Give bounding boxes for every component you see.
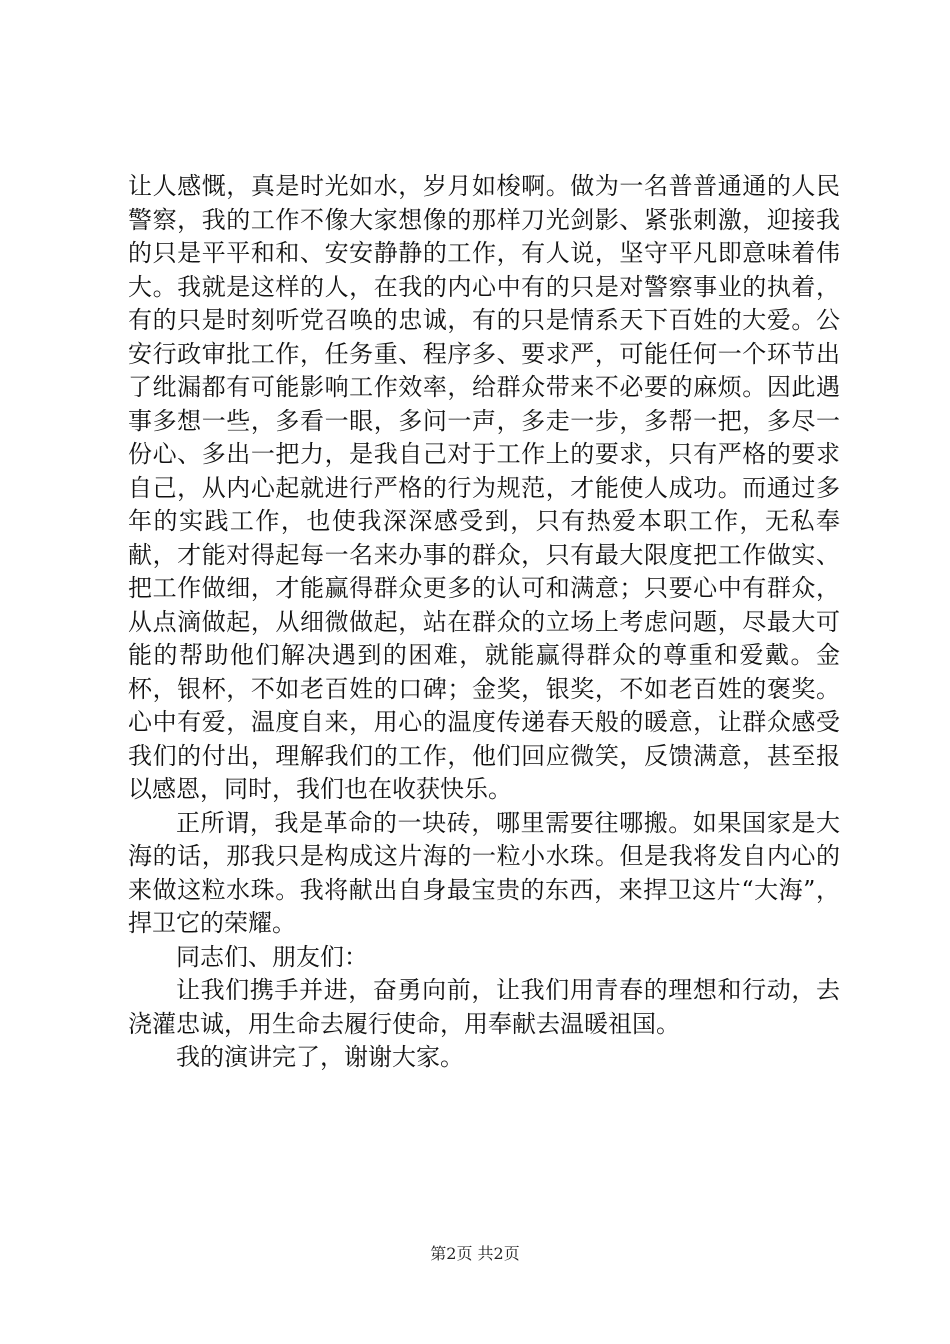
salutation: 同志们、朋友们：	[176, 942, 368, 971]
paragraph-continued: 让人感慨，真是时光如水，岁月如梭啊。做为一名普普通通的人民警察，我的工作不像大家想像的那样刀光剑影、紧张刺激，迎接我的只是平平和和、安安静静的工作，有人说，坚守平凡即意味着伟大。我就是这样的人，在我的内心中有的只是对警察事业的执着，有的只是时刻听党召唤的忠诚，有的只是情系天下百姓的大爱。公安行政审批工作，任务重、程序多、要求严，可能任何一个环节出了纰漏都有可能影响工作效率，给群众带来不必要的麻烦。因此遇事多想一些，多看一眼，多问一声，多走一步，多帮一把，多尽一份心、多出一把力，是我自己对于工作上的要求，只有严格的要求自己，从内心起就进行严格的行为规范，才能使人成功。而通过多年的实践工作，也使我深深感受到，只有热爱本职工作，无私奉献，才能对得起每一名来办事的群众，只有最大限度把工作做实、把工作做细，才能赢得群众更多的认可和满意；只要心中有群众，从点滴做起，从细微做起，站在群众的立场上考虑问题，尽最大可能的帮助他们解决遇到的困难，就能赢得群众的尊重和爱戴。金杯，银杯，不如老百姓的口碑；金奖，银奖，不如老百姓的褒奖。心中有爱，温度自来，用心的温度传递春天般的暖意，让群众感受我们的付出，理解我们的工作，他们回应微笑，反馈满意，甚至报以感恩，同时，我们也在收获快乐。	[128, 172, 840, 803]
page-footer: 第2页 共2页	[430, 1244, 520, 1263]
paragraph-call-to-action: 让我们携手并进，奋勇向前，让我们用青春的理想和行动，去浇灌忠诚，用生命去履行使命，用奉献去温暖祖国。	[128, 976, 840, 1038]
document-body	[128, 170, 840, 1075]
paragraph-brick-analogy: 正所谓，我是革命的一块砖，哪里需要往哪搬。如果国家是大海的话，那我只是构成这片海的一粒小水珠。但是我将发自内心的来做这粒水珠。我将献出自身最宝贵的东西，来捍卫这片“大海”，捍卫它的荣耀。	[128, 808, 840, 937]
closing-line: 我的演讲完了，谢谢大家。	[176, 1043, 464, 1071]
